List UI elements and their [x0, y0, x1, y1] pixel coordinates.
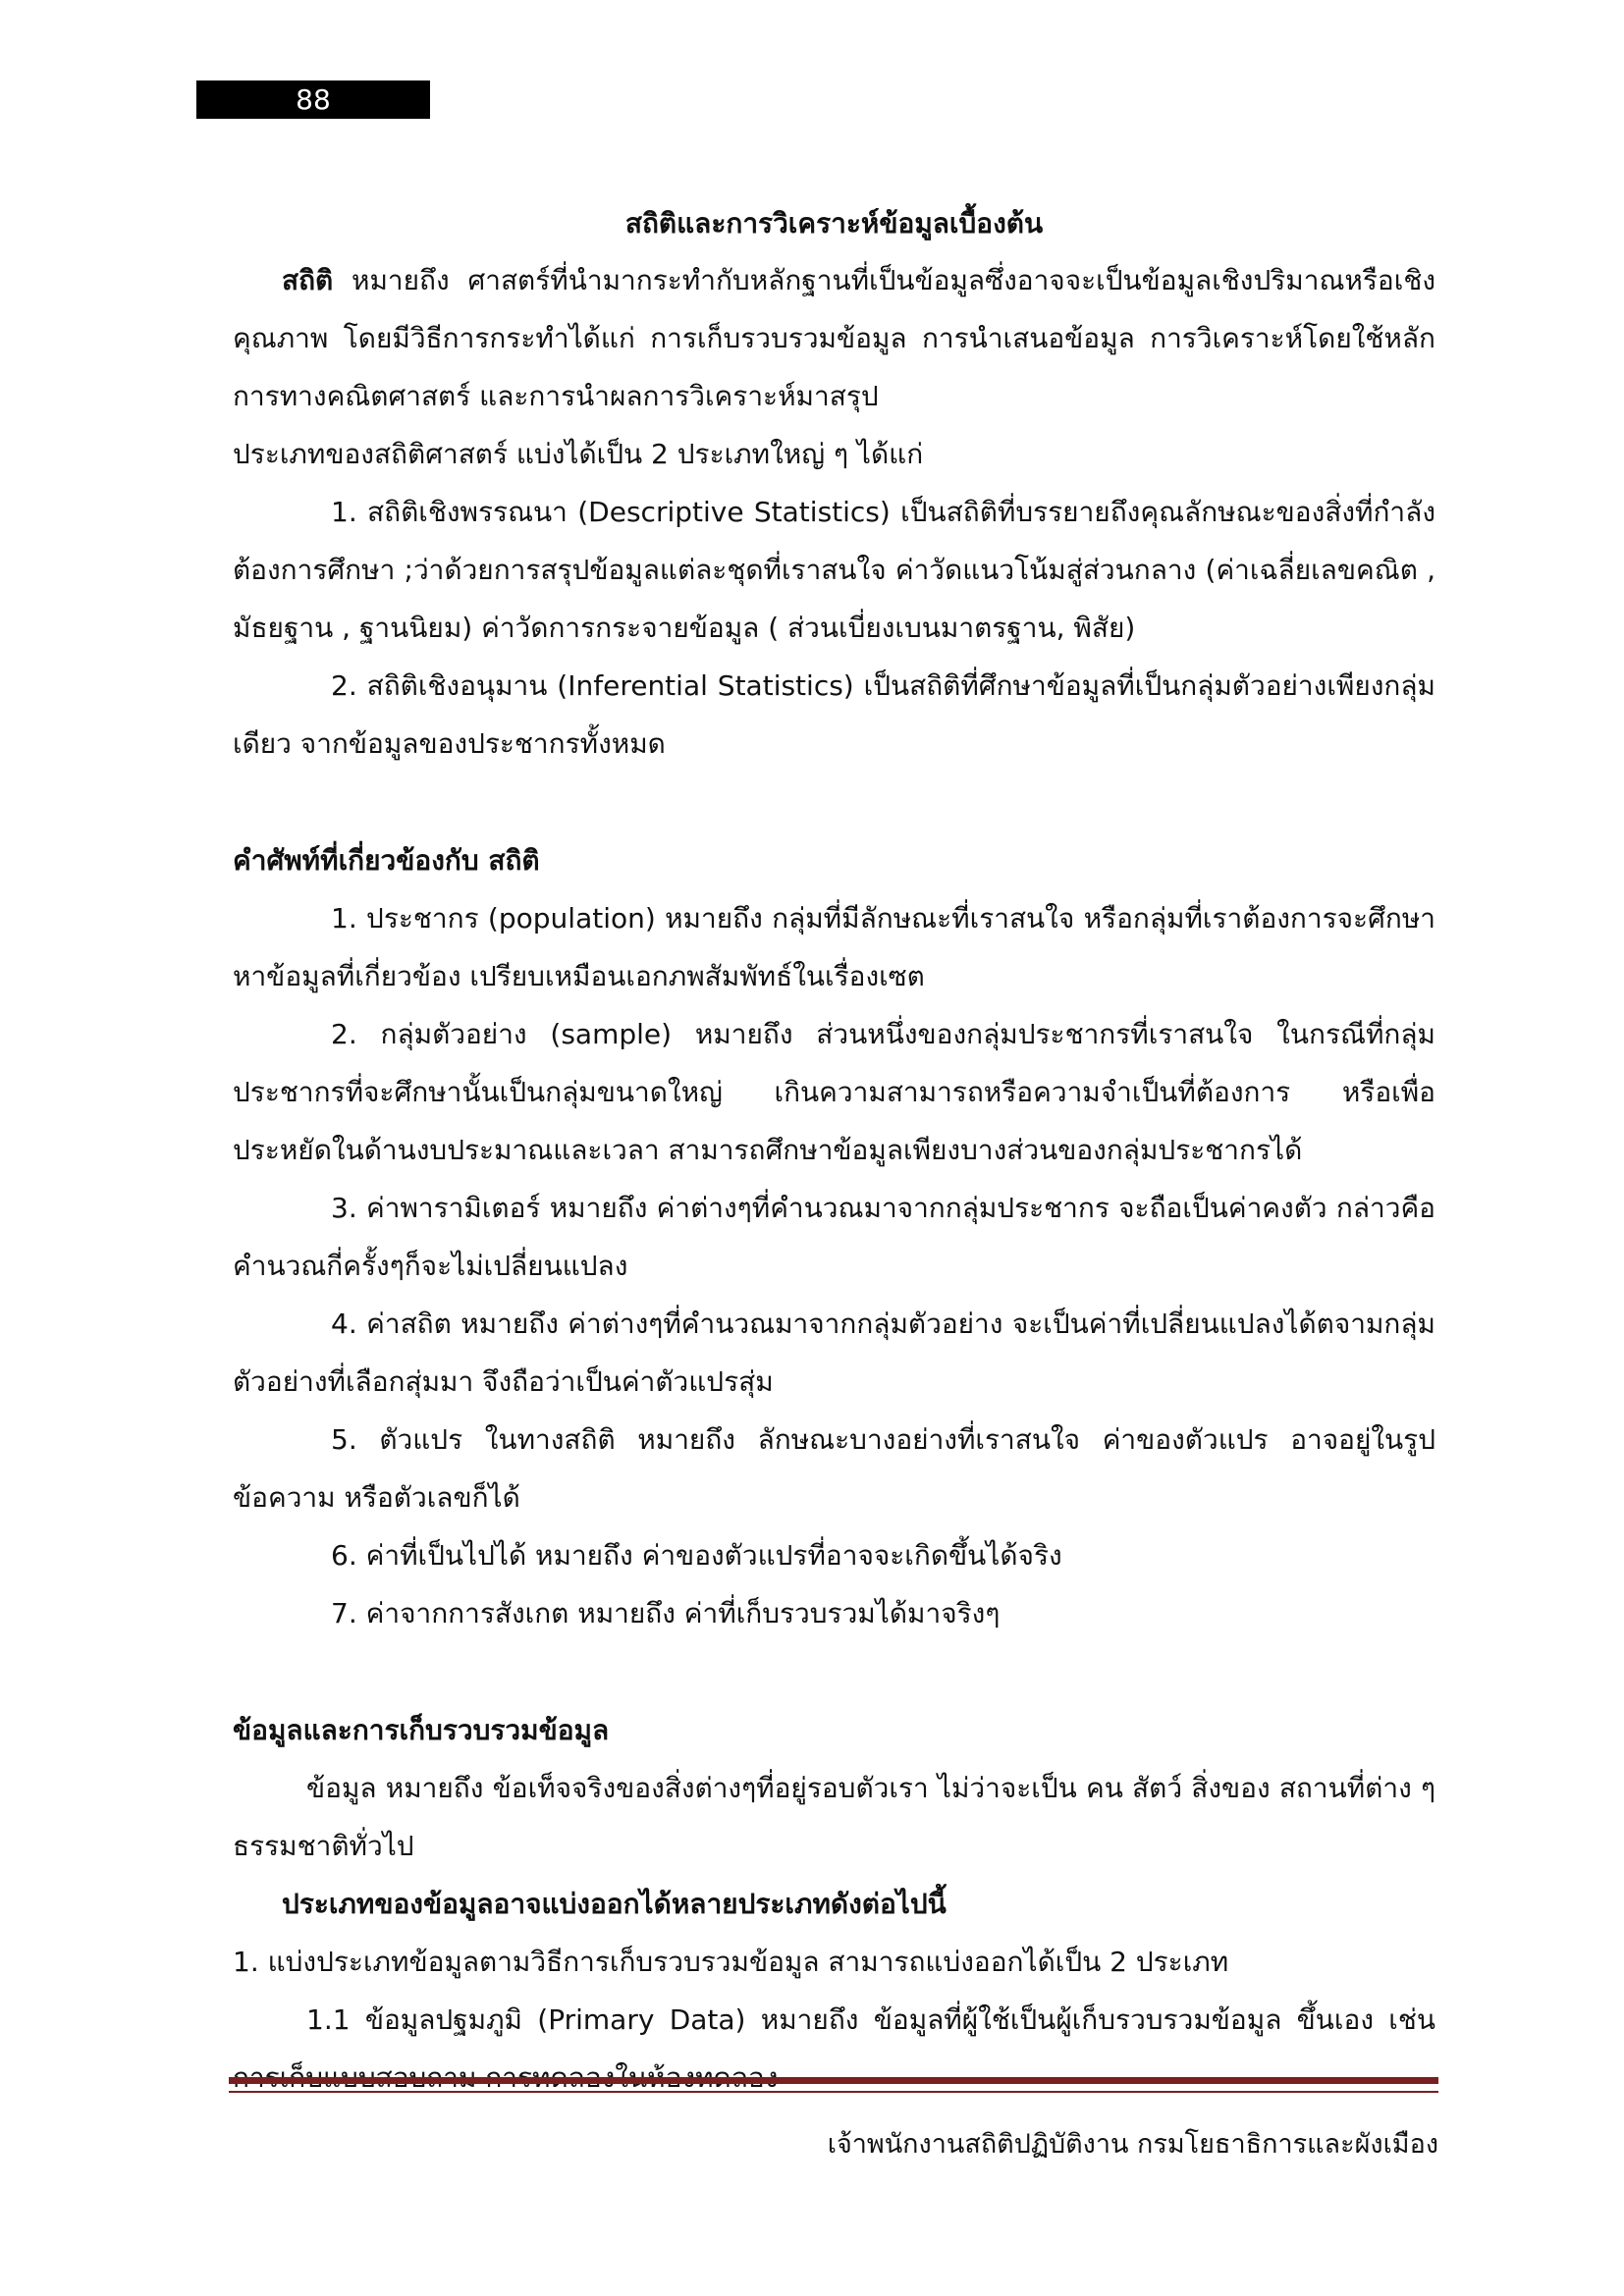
term-item: 6. ค่าที่เป็นไปได้ หมายถึง ค่าของตัวแปรที่อาจจะเกิดขึ้นได้จริง [331, 1539, 1062, 1572]
footer-text: เจ้าพนักงานสถิติปฏิบัติงาน กรมโยธาธิการและผังเมือง [827, 2129, 1438, 2160]
data-types-subitem: 1.1 ข้อมูลปฐมภูมิ (Primary Data) หมายถึง ข้อมูลที่ผู้ใช้เป็นผู้เก็บรวบรวมข้อมูล ขึ้นเอง เช่น [306, 2003, 1435, 2036]
footer-divider-thin [229, 2091, 1438, 2093]
data-heading: ข้อมูลและการเก็บรวบรวมข้อมูล [233, 1714, 610, 1746]
types-intro: ประเภทของสถิติศาสตร์ แบ่งได้เป็น 2 ประเภทใหญ่ ๆ ได้แก่ [233, 438, 924, 470]
footer-divider [229, 2077, 1438, 2084]
page-number: 88 [196, 80, 430, 119]
intro-paragraph [233, 251, 1435, 425]
type-item: 1. สถิติเชิงพรรณนา (Descriptive Statistics) เป็นสถิติที่บรรยายถึงคุณลักษณะของสิ่งที่กำลังต้องการศึกษา ;ว่าด้วยการสรุปข้อมูลแต่ละชุดที่เราสนใจ ค่าวัดแนวโน้มสู่ส่วนกลาง (ค่าเฉลี่ยเลขคณิต , มัธยฐาน , ฐานนิยม) ค่าวัดการกระจายข้อมูล ( ส่วนเบี่ยงเบนมาตรฐาน, พิสัย) [233, 496, 1435, 644]
data-definition: ข้อมูล หมายถึง ข้อเท็จจริงของสิ่งต่างๆที่อยู่รอบตัวเรา ไม่ว่าจะเป็น คน สัตว์ สิ่งของ สถานที่ต่าง ๆ ธรรมชาติทั่วไป [233, 1772, 1435, 1862]
intro-term: สถิติ [282, 264, 334, 296]
document-title: สถิติและการวิเคราะห์ข้อมูลเบื้องต้น [624, 207, 1044, 240]
term-item: 1. ประชากร (population) หมายถึง กลุ่มที่มีลักษณะที่เราสนใจ หรือกลุ่มที่เราต้องการจะศึกษาหาข้อมูลที่เกี่ยวข้อง เปรียบเหมือนเอกภพสัมพัทธ์ในเรื่องเซต [233, 902, 1435, 992]
term-item: 3. ค่าพารามิเตอร์ หมายถึง ค่าต่างๆที่คำนวณมาจากกลุ่มประชากร จะถือเป็นค่าคงตัว กล่าวคือ คำนวณกี่ครั้งๆก็จะไม่เปลี่ยนแปลง [233, 1192, 1435, 1282]
term-item: 7. ค่าจากการสังเกต หมายถึง ค่าที่เก็บรวบรวมได้มาจริงๆ [331, 1597, 1001, 1629]
term-item: 2. กลุ่มตัวอย่าง (sample) หมายถึง ส่วนหนึ่งของกลุ่มประชากรที่เราสนใจ ในกรณีที่กลุ่มประชากรที่จะศึกษานั้นเป็นกลุ่มขนาดใหญ่ เกินความสามารถหรือความจำเป็นที่ต้องการ หรือเพื่อประหยัดในด้านงบประมาณและเวลา สามารถศึกษาข้อมูลเพียงบางส่วนของกลุ่มประชากรได้ [233, 1018, 1435, 1166]
intro-text: หมายถึง ศาสตร์ที่นำมากระทำกับหลักฐานที่เป็นข้อมูลซึ่งอาจจะเป็นข้อมูลเชิงปริมาณหรือเชิงคุณภาพ โดยมีวิธีการกระทำได้แก่ การเก็บรวบรวมข้อมูล การนำเสนอข้อมูล การวิเคราะห์โดยใช้หลักการทางคณิตศาสตร์ และการนำผลการวิเคราะห์มาสรุป [233, 264, 1435, 412]
term-item: 5. ตัวแปร ในทางสถิติ หมายถึง ลักษณะบางอย่างที่เราสนใจ ค่าของตัวแปร อาจอยู่ในรูปข้อความ หรือตัวเลขก็ได้ [233, 1423, 1435, 1514]
data-types-item: 1. แบ่งประเภทข้อมูลตามวิธีการเก็บรวบรวมข้อมูล สามารถแบ่งออกได้เป็น 2 ประเภท [233, 1946, 1229, 1978]
document-body [233, 196, 1435, 2107]
term-item: 4. ค่าสถิต หมายถึง ค่าต่างๆที่คำนวณมาจากกลุ่มตัวอย่าง จะเป็นค่าที่เปลี่ยนแปลงได้ตจามกลุ่มตัวอย่างที่เลือกสุ่มมา จึงถือว่าเป็นค่าตัวแปรสุ่ม [233, 1308, 1435, 1398]
type-item: 2. สถิติเชิงอนุมาน (Inferential Statistics) เป็นสถิติที่ศึกษาข้อมูลที่เป็นกลุ่มตัวอย่างเพียงกลุ่มเดียว จากข้อมูลของประชากรทั้งหมด [233, 669, 1435, 760]
data-types-heading: ประเภทของข้อมูลอาจแบ่งออกได้หลายประเภทดังต่อไปนี้ [282, 1888, 947, 1920]
terms-heading: คำศัพท์ที่เกี่ยวข้องกับ สถิติ [233, 844, 540, 877]
